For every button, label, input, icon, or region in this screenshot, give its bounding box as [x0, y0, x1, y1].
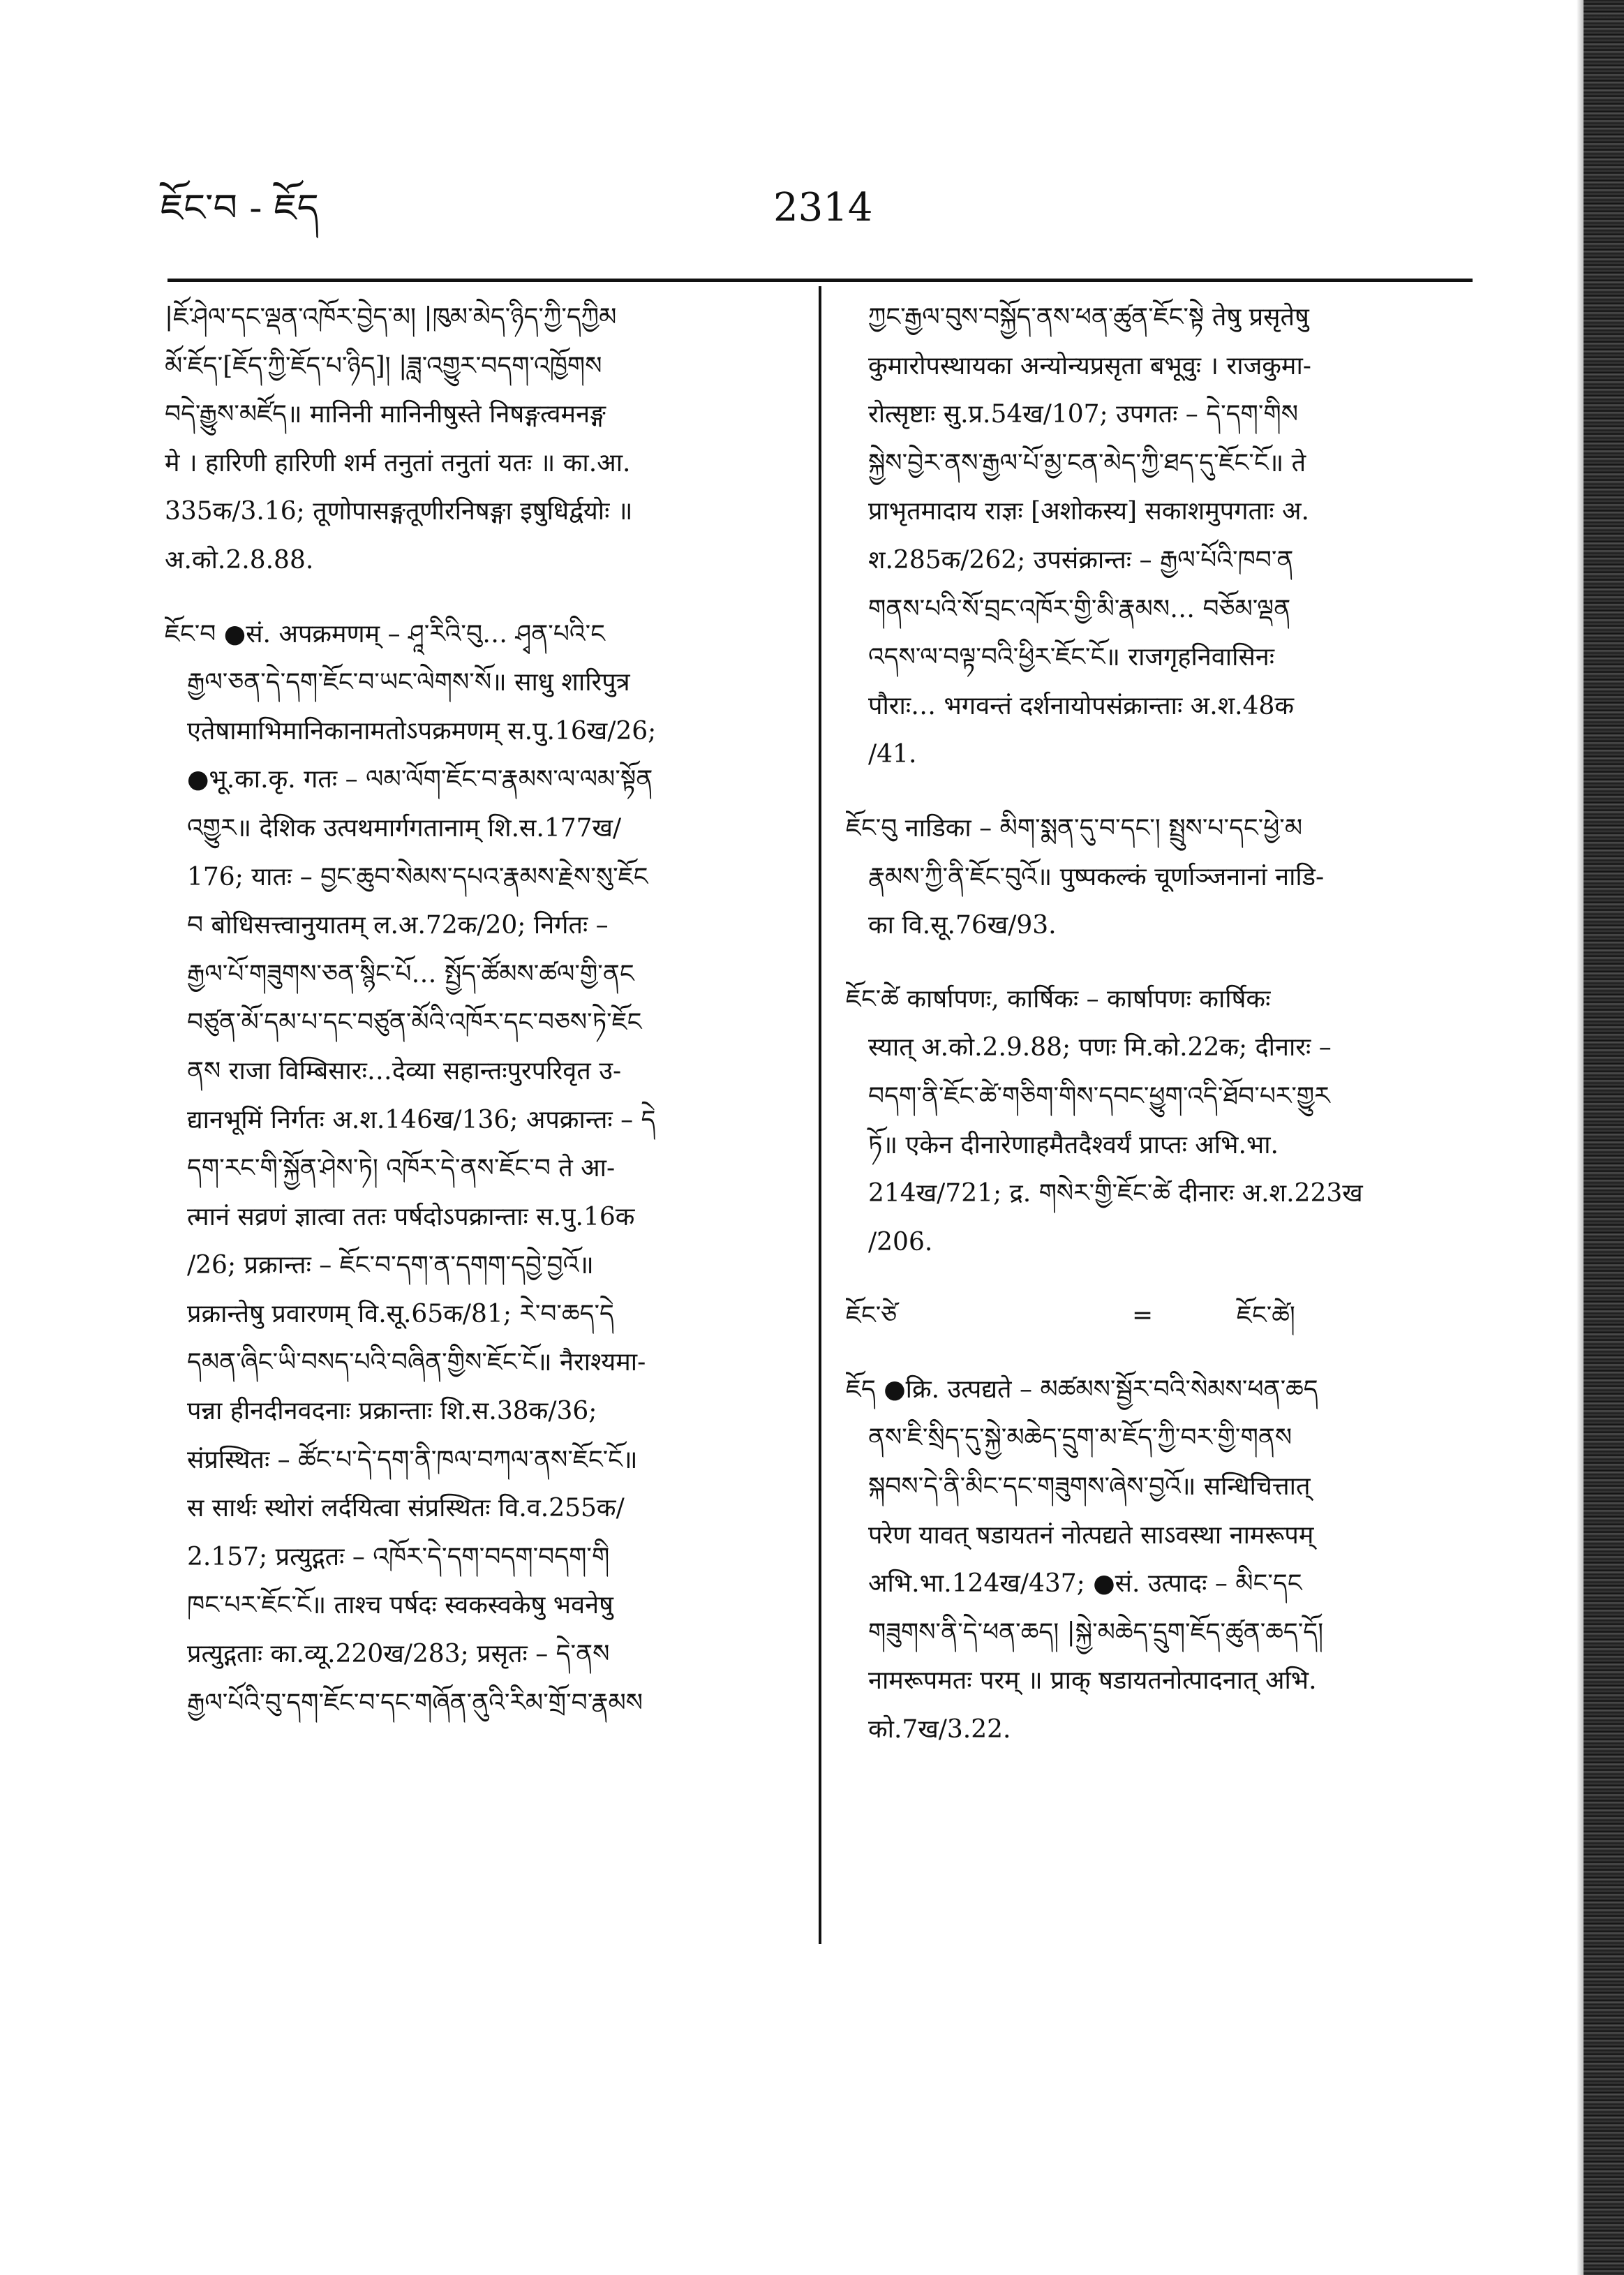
text-line: བཙུན་མོ་དམ་པ་དང་བཙུན་མོའི་འཁོར་དང་བཅས་ཏེ་ཇོང — [187, 1008, 642, 1037]
left-column — [165, 293, 788, 1752]
text-line: स सार्थः स्थोरां लर्दयित्वा संप्रस्थितः वि.व.255क/ — [187, 1494, 625, 1523]
text-line: གཟུགས་ནི་དེ་ཕན་ཆད། |སྐྱེ་མཆེད་དྲུག་ཇོད་ཚུན་ཆད་དོ། — [868, 1617, 1324, 1647]
cross-reference: ཇོང་ཚེ། — [1237, 1301, 1295, 1331]
text-line: རྒྱལ་པོའི་བུ་དག་ཇོང་བ་དང་གཞོན་ནུའི་རིམ་གྲོ་བ་རྣམས — [187, 1688, 643, 1717]
headword: ཇོང་ཙེ — [846, 1301, 897, 1331]
text-line: त्मानं सव्रणं ज्ञात्वा ततः पर्षदोऽपक्रान्ताः स.पु.16क — [187, 1202, 635, 1231]
right-column — [846, 293, 1473, 1779]
text-line: पन्ना हीनदीनवदनाः प्रक्रान्ताः शि.स.38क/36; — [187, 1397, 597, 1426]
column-divider — [819, 286, 821, 1944]
text-line: परेण यावत् षडायतनं नोत्पद्यते साऽवस्था नामरूपम् — [868, 1520, 1314, 1550]
text-line: पौराः… भगवन्तं दर्शनायोपसंक्रान्ताः अ.श.48क — [868, 691, 1295, 720]
text-line: कुमारोपस्थायका अन्योन्यप्रसृता बभूवुः । राजकुमा- — [868, 351, 1311, 380]
text-line: स्यात् अ.को.2.9.88; पणः मि.को.22क; दीनारः – — [868, 1033, 1332, 1062]
text-line: 335क/3.16; तूणोपासङ्गतूणीरनिषङ्गा इषुधिर्द्वयोः ॥ — [165, 497, 633, 526]
text-line: དག་རང་གི་སྐྱོན་ཤེས་ཏེ། འཁོར་དེ་ནས་ཇོང་བ ते आ- — [187, 1154, 616, 1183]
text-line: སྐབས་དེ་ནི་མིང་དང་གཟུགས་ཞེས་བྱའོ॥ सन्धिचित्तात् — [868, 1472, 1311, 1502]
text-line: मे । हारिणी हारिणी शर्म तनुतां तनुतां यतः ॥ का.आ. — [165, 448, 631, 477]
text-line: /26; प्रक्रान्तः – ཇོང་བ་དག་ན་དགག་དབྱེ་བྱའོ॥ — [187, 1251, 594, 1280]
page-number: 2314 — [773, 185, 873, 230]
text-line: को.7ख/3.22. — [868, 1715, 1011, 1744]
text-line: འདས་ལ་བལྟ་བའི་ཕྱིར་ཇོང་ངོ॥ राजगृहनिवासिनः — [868, 643, 1275, 672]
page-edge-shadow — [1577, 0, 1584, 2275]
text-line: |ཇོ་ཤེལ་དང་ལྡན་འཁོར་བྱེད་མ། |ཁུམ་མེད་ཉིད་ཀྱི་དཀྱིམ — [165, 303, 617, 332]
text-line: 214ख/721; द्र. གསེར་གྱི་ཇོང་ཚེ दीनारः अ.श.223ख — [868, 1179, 1363, 1208]
entry-jong-ba-continued — [846, 293, 1473, 779]
entry-jong-bu — [846, 804, 1473, 950]
text-line: ཁང་པར་ཇོང་ངོ॥ ताश्च पर्षदः स्वकस्वकेषु भवनेषु — [187, 1591, 613, 1620]
entry-continuation — [165, 293, 788, 585]
text-line: प्रत्युद्गताः का.व्यू.220ख/283; प्रसृतः – དེ་ནས — [187, 1640, 610, 1669]
header-rule — [167, 279, 1473, 282]
running-head: ཇོང་བ - ཇོད — [161, 186, 319, 230]
text-line: श.285क/262; उपसंक्रान्तः – རྒྱལ་པོའི་ཁབ་ན — [868, 545, 1294, 575]
text-line: རྣམས་ཀྱི་ནི་ཇོང་བུའོ॥ पुष्पकल्कं चूर्णाञ्जनानां नाडि- — [868, 862, 1325, 891]
text-line: /206. — [868, 1227, 933, 1257]
text-line: /41. — [868, 740, 917, 769]
text-line: अभि.भा.124ख/437; ●सं. उत्पादः – མིང་དང — [868, 1569, 1302, 1599]
text-line: བདག་ནི་ཇོང་ཚེ་གཅིག་གིས་དབང་ཕྱུག་འདི་ཐོབ་པར་གྱུར — [868, 1081, 1330, 1111]
text-line: བདེ་རྒྱུས་མཛོད॥ मानिनी मानिनीषुस्ते निषङ्गत्वमनङ्ग — [165, 400, 606, 429]
text-line: ཀྱང་རྒྱལ་བུས་བསྐྱོད་ནས་ཕན་ཚུན་ཇོང་སྟེ तेषु प्रसृतेषु — [868, 303, 1309, 332]
text-line: एतेषामाभिमानिकानामतोऽपक्रमणम् स.पु.16ख/26; — [187, 716, 657, 746]
text-line: མོ་ཇོད་[ཇོད་ཀྱི་ཇོད་པ་ཉིད]། |ཟླ་འགྱུར་བདག་འཁྱོགས — [165, 351, 602, 380]
text-line: འགྱུར॥ देशिक उत्पथमार्गगतानाम् शि.स.177ख/ — [187, 813, 622, 843]
text-line: སྐྱེས་བྱེར་ནས་རྒྱལ་པོ་མྱ་ངན་མེད་ཀྱི་ཐད་དུ་ཇོང་ངོ॥ ते — [868, 448, 1306, 477]
headword-line: ཇོད ●क्रि. उत्पद्यते – མཚམས་སྦྱོར་བའི་སེམས་ཕན་ཆད — [846, 1374, 1318, 1404]
text-line: དམན་ཞིང་ཡི་བསད་པའི་བཞིན་གྱིས་ཇོང་ངོ॥ नैराश्यमा- — [187, 1348, 646, 1377]
text-line: རྒྱལ་ཅན་དེ་དག་ཇོང་བ་ཡང་ལེགས་སོ॥ साधु शारिपुत्र — [187, 668, 630, 697]
text-line: प्राभृतमादाय राज्ञः [अशोकस्य] सकाशमुपगताः अ. — [868, 497, 1310, 526]
headword-line: ཇོང་བུ नाडिका – མིག་སྨན་དུ་བ་དང་། སྤྲུས་པ་དང་ཕྱེ་མ — [846, 813, 1303, 843]
text-line: अ.को.2.8.88. — [165, 545, 314, 575]
equals-sign: = — [1132, 1301, 1154, 1331]
text-line: གནས་པའི་སོ་བྲང་འཁོར་གྱི་མི་རྣམས… བཅོམ་ལྡན — [868, 594, 1291, 623]
headword-line: ཇོང་ཚེ कार्षापणः, कार्षिकः – कार्षापणः कार्षिकः — [846, 984, 1271, 1014]
entry-jong-tse-variant — [846, 1291, 1473, 1340]
text-line: 2.157; प्रत्युद्गतः – འཁོར་དེ་དག་བདག་བདག་གི — [187, 1542, 610, 1571]
page-edge — [1584, 0, 1624, 2275]
text-line: ནས राजा विम्बिसारः…देव्या सहान्तःपुरपरिवृत उ- — [187, 1056, 622, 1085]
text-line: द्यानभूमिं निर्गतः अ.श.146ख/136; अपक्रान्तः – དེ — [187, 1105, 656, 1134]
text-line: རྒྱལ་པོ་གཟུགས་ཅན་སྙིང་པོ… སྤྱོད་ཚོམས་ཚལ་གྱི་ནང — [187, 959, 634, 988]
entry-jong-ba — [165, 610, 788, 1728]
entry-jong-tse — [846, 975, 1473, 1267]
text-line: नामरूपमतः परम् ॥ प्राक् षडायतनोत्पादनात् अभि. — [868, 1666, 1317, 1696]
cross-reference-line — [846, 1291, 1473, 1340]
text-line: प्रक्रान्तेषु प्रवारणम् वि.सू.65क/81; རེ་བ་ཆད་དེ — [187, 1299, 614, 1328]
text-line: ●भू.का.कृ. गतः – ལམ་ལོག་ཇོང་བ་རྣམས་ལ་ལམ་སྟོན — [187, 765, 653, 794]
text-line: ཏོ॥ एकेन दीनारेणाहमैतदैश्वर्यं प्राप्तः अभि.भा. — [868, 1130, 1279, 1159]
headword-line: ཇོང་བ ●सं. अपक्रमणम् – ཤཱ་རིའི་བུ… ཤྭན་པའི་ང — [165, 619, 605, 649]
text-line: ནས་ཇི་སྲིད་དུ་སྐྱེ་མཆེད་དྲུག་མ་ཇོད་ཀྱི་བར་གྱི་གནས — [868, 1423, 1293, 1453]
text-line: བ बोधिसत्त्वानुयातम् ल.अ.72क/20; निर्गतः – — [187, 911, 609, 940]
entry-jod — [846, 1365, 1473, 1754]
text-line: संप्रस्थितः – ཚོང་པ་དེ་དག་ནི་ཁལ་བཀལ་ནས་ཇོང་ངོ॥ — [187, 1445, 638, 1474]
text-line: 176; यातः – བྱང་ཆུབ་སེམས་དཔའ་རྣམས་རྗེས་སུ་ཇོང — [187, 862, 648, 891]
text-line: का वि.सू.76ख/93. — [868, 911, 1057, 940]
text-line: रोत्सृष्टाः सु.प्र.54ख/107; उपगतः – དེ་དག་གིས — [868, 400, 1299, 429]
